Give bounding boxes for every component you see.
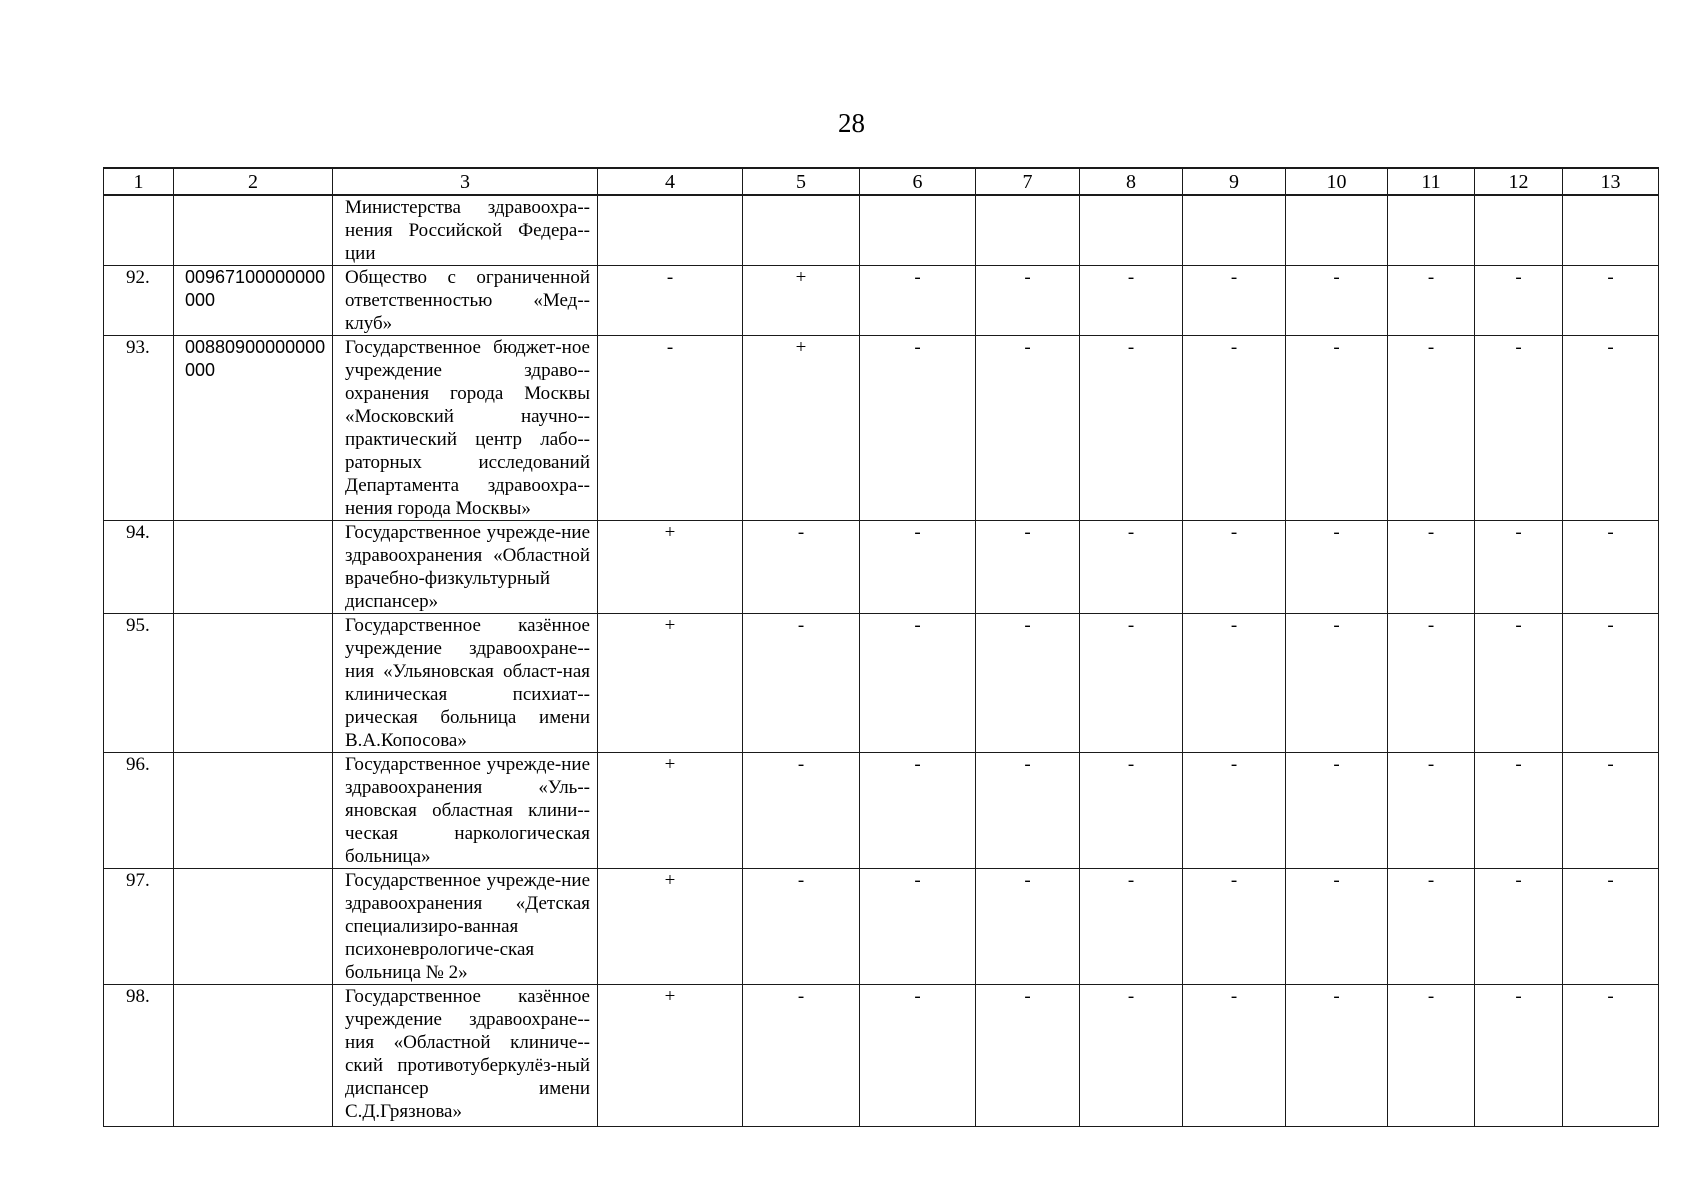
row-number: 95. bbox=[104, 614, 174, 753]
mark-cell-col-11: - bbox=[1388, 521, 1475, 614]
mark-cell-col-7: - bbox=[976, 614, 1080, 753]
table-row bbox=[104, 869, 1659, 985]
table-row bbox=[104, 195, 1659, 266]
mark-cell-col-5: - bbox=[743, 985, 860, 1127]
row-number: 98. bbox=[104, 985, 174, 1127]
mark-cell-col-6: - bbox=[860, 869, 976, 985]
mark-cell-col-9: - bbox=[1183, 336, 1286, 521]
mark-cell-col-12: - bbox=[1475, 614, 1563, 753]
mark-cell-col-10: - bbox=[1286, 336, 1388, 521]
mark-cell-col-6: - bbox=[860, 266, 976, 336]
mark-cell-col-12: - bbox=[1475, 753, 1563, 869]
organization-name: Государственное казённое учреждение здравоохране-ния «Областной клиниче-ский противотуберкулёз-ный диспансер имени С.Д.Грязнова» bbox=[333, 985, 598, 1127]
column-header-10: 10 bbox=[1286, 168, 1388, 195]
mark-cell-col-13: - bbox=[1563, 614, 1659, 753]
mark-cell-col-6: - bbox=[860, 614, 976, 753]
organization-name: Государственное учрежде-ние здравоохранения «Уль-яновская областная клини-ческая наркологическая больница» bbox=[333, 753, 598, 869]
column-header-4: 4 bbox=[598, 168, 743, 195]
column-header-8: 8 bbox=[1080, 168, 1183, 195]
mark-cell-col-9: - bbox=[1183, 869, 1286, 985]
column-header-13: 13 bbox=[1563, 168, 1659, 195]
organization-name: Министерства здравоохра-нения Российской Федера-ции bbox=[333, 195, 598, 266]
column-header-3: 3 bbox=[333, 168, 598, 195]
column-header-6: 6 bbox=[860, 168, 976, 195]
mark-cell-col-13: - bbox=[1563, 869, 1659, 985]
table-row bbox=[104, 336, 1659, 521]
organization-code bbox=[174, 869, 333, 985]
mark-cell-col-7: - bbox=[976, 985, 1080, 1127]
mark-cell-col-9: - bbox=[1183, 614, 1286, 753]
column-header-12: 12 bbox=[1475, 168, 1563, 195]
mark-cell-col-8: - bbox=[1080, 869, 1183, 985]
column-header-11: 11 bbox=[1388, 168, 1475, 195]
mark-cell-col-13: - bbox=[1563, 266, 1659, 336]
mark-cell-col-9: - bbox=[1183, 985, 1286, 1127]
mark-cell-col-4: + bbox=[598, 753, 743, 869]
mark-cell-col-12 bbox=[1475, 195, 1563, 266]
page-number: 28 bbox=[838, 108, 865, 138]
table-row bbox=[104, 266, 1659, 336]
mark-cell-col-6: - bbox=[860, 985, 976, 1127]
table-header-row bbox=[104, 168, 1659, 195]
mark-cell-col-13: - bbox=[1563, 985, 1659, 1127]
mark-cell-col-11: - bbox=[1388, 336, 1475, 521]
organization-code bbox=[174, 195, 333, 266]
mark-cell-col-12: - bbox=[1475, 985, 1563, 1127]
column-header-7: 7 bbox=[976, 168, 1080, 195]
mark-cell-col-4: + bbox=[598, 869, 743, 985]
mark-cell-col-6: - bbox=[860, 336, 976, 521]
mark-cell-col-4: + bbox=[598, 521, 743, 614]
mark-cell-col-5: + bbox=[743, 266, 860, 336]
row-number: 92. bbox=[104, 266, 174, 336]
mark-cell-col-13: - bbox=[1563, 521, 1659, 614]
mark-cell-col-10: - bbox=[1286, 869, 1388, 985]
mark-cell-col-10: - bbox=[1286, 753, 1388, 869]
mark-cell-col-9 bbox=[1183, 195, 1286, 266]
organization-name: Государственное учрежде-ние здравоохранения «Областной врачебно-физкультурный диспансер» bbox=[333, 521, 598, 614]
mark-cell-col-11 bbox=[1388, 195, 1475, 266]
mark-cell-col-6 bbox=[860, 195, 976, 266]
table-row bbox=[104, 985, 1659, 1127]
organization-name: Государственное учрежде-ние здравоохранения «Детская специализиро-ванная психоневрологиче-ская больница № 2» bbox=[333, 869, 598, 985]
mark-cell-col-7: - bbox=[976, 336, 1080, 521]
row-number: 93. bbox=[104, 336, 174, 521]
mark-cell-col-13: - bbox=[1563, 753, 1659, 869]
organization-name: Общество с ограниченной ответственностью «Мед-клуб» bbox=[333, 266, 598, 336]
mark-cell-col-4: + bbox=[598, 614, 743, 753]
mark-cell-col-11: - bbox=[1388, 266, 1475, 336]
mark-cell-col-12: - bbox=[1475, 266, 1563, 336]
table-row bbox=[104, 614, 1659, 753]
mark-cell-col-8: - bbox=[1080, 521, 1183, 614]
organization-code: 0088090000000​0000 bbox=[174, 336, 333, 521]
mark-cell-col-11: - bbox=[1388, 753, 1475, 869]
column-header-5: 5 bbox=[743, 168, 860, 195]
mark-cell-col-5: - bbox=[743, 869, 860, 985]
organization-code bbox=[174, 521, 333, 614]
document-table bbox=[103, 167, 1659, 1127]
column-header-9: 9 bbox=[1183, 168, 1286, 195]
mark-cell-col-9: - bbox=[1183, 266, 1286, 336]
mark-cell-col-10: - bbox=[1286, 521, 1388, 614]
mark-cell-col-8: - bbox=[1080, 336, 1183, 521]
row-number: 97. bbox=[104, 869, 174, 985]
mark-cell-col-13 bbox=[1563, 195, 1659, 266]
mark-cell-col-4: - bbox=[598, 336, 743, 521]
mark-cell-col-8: - bbox=[1080, 985, 1183, 1127]
mark-cell-col-11: - bbox=[1388, 614, 1475, 753]
mark-cell-col-11: - bbox=[1388, 985, 1475, 1127]
organization-code bbox=[174, 985, 333, 1127]
mark-cell-col-7: - bbox=[976, 266, 1080, 336]
mark-cell-col-4 bbox=[598, 195, 743, 266]
mark-cell-col-13: - bbox=[1563, 336, 1659, 521]
row-number: 94. bbox=[104, 521, 174, 614]
row-number: 96. bbox=[104, 753, 174, 869]
mark-cell-col-8 bbox=[1080, 195, 1183, 266]
mark-cell-col-9: - bbox=[1183, 753, 1286, 869]
mark-cell-col-5: - bbox=[743, 753, 860, 869]
column-header-2: 2 bbox=[174, 168, 333, 195]
mark-cell-col-5: - bbox=[743, 614, 860, 753]
mark-cell-col-5 bbox=[743, 195, 860, 266]
mark-cell-col-12: - bbox=[1475, 521, 1563, 614]
table-row bbox=[104, 753, 1659, 869]
mark-cell-col-4: - bbox=[598, 266, 743, 336]
mark-cell-col-9: - bbox=[1183, 521, 1286, 614]
mark-cell-col-7: - bbox=[976, 521, 1080, 614]
mark-cell-col-7 bbox=[976, 195, 1080, 266]
mark-cell-col-5: - bbox=[743, 521, 860, 614]
organization-code: 0096710000000​0000 bbox=[174, 266, 333, 336]
mark-cell-col-12: - bbox=[1475, 869, 1563, 985]
mark-cell-col-5: + bbox=[743, 336, 860, 521]
organization-code bbox=[174, 614, 333, 753]
mark-cell-col-7: - bbox=[976, 869, 1080, 985]
mark-cell-col-11: - bbox=[1388, 869, 1475, 985]
mark-cell-col-10: - bbox=[1286, 614, 1388, 753]
mark-cell-col-12: - bbox=[1475, 336, 1563, 521]
organization-name: Государственное бюджет-ное учреждение здраво-охранения города Москвы «Московский научно-практический центр лабо-раторных исследований Департамента здравоохра-нения города Москвы» bbox=[333, 336, 598, 521]
mark-cell-col-10: - bbox=[1286, 266, 1388, 336]
table-row bbox=[104, 521, 1659, 614]
mark-cell-col-6: - bbox=[860, 753, 976, 869]
mark-cell-col-6: - bbox=[860, 521, 976, 614]
mark-cell-col-4: + bbox=[598, 985, 743, 1127]
mark-cell-col-10 bbox=[1286, 195, 1388, 266]
organization-name: Государственное казённое учреждение здравоохране-ния «Ульяновская област-ная клиническая психиат-рическая больница имени В.А.Копосова» bbox=[333, 614, 598, 753]
mark-cell-col-8: - bbox=[1080, 266, 1183, 336]
column-header-1: 1 bbox=[104, 168, 174, 195]
mark-cell-col-10: - bbox=[1286, 985, 1388, 1127]
mark-cell-col-8: - bbox=[1080, 753, 1183, 869]
row-number bbox=[104, 195, 174, 266]
organization-code bbox=[174, 753, 333, 869]
table-body bbox=[104, 195, 1659, 1127]
mark-cell-col-7: - bbox=[976, 753, 1080, 869]
mark-cell-col-8: - bbox=[1080, 614, 1183, 753]
